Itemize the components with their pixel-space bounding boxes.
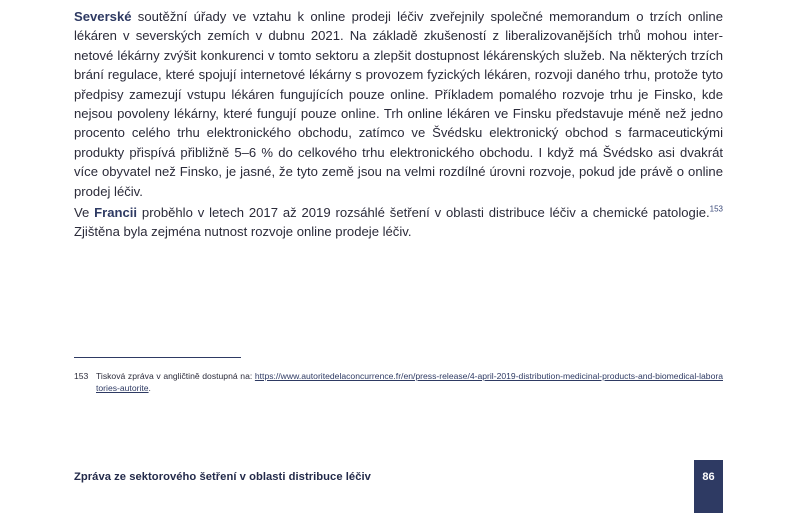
- footnote-suffix: .: [148, 383, 151, 393]
- paragraph-france-prefix: Ve: [74, 205, 95, 220]
- footnote: [74, 370, 723, 394]
- footnote-text: Tisková zpráva v angličtině dostupná na:: [96, 371, 255, 381]
- footnote-link[interactable]: https://www.autoritedelaconcurrence.fr/en/press-release/4-april-2019-distribution-medicinal-products-and-biomedical-laboratories-autorite: [96, 371, 723, 393]
- footnote-divider: [74, 357, 241, 358]
- lead-term-nordic: Severské: [74, 9, 132, 24]
- footnote-body: [96, 370, 723, 394]
- page-number-label: 86: [702, 471, 715, 483]
- paragraph-france-text: proběhlo v letech 2017 až 2019 rozsáhlé šetření v oblasti distribuce léčiv a chemické patologie.: [137, 205, 710, 220]
- paragraph-nordic-text: soutěžní úřady ve vztahu k online prodeji léčiv zveřejnily společné memorandum o trzích online lékáren v severských zemích v dubnu 2021. Na základě zkušeností z liberalizovanějších trhů mohou internetové lékárny zvýšit konkurenci v tomto sektoru a zlepšit dostupnost lékárenských služeb. Na některých trzích brání regulace, které spojují internetové lékárny s provozem fyzických lékáren, rozvoji daného trhu, protože tyto předpisy zamezují vstupu lékáren fungujících pouze online. Příkladem pomalého rozvoje trhu je Finsko, kde nejsou povoleny lékárny, které fungují pouze online. Trh online lékáren ve Finsku představuje méně než jedno procento celého trhu elektronického obchodu, zatímco ve Švédsku elektronický obchod s farmaceutickými produkty přispívá přibližně 5–6 % do celkového trhu elektronického obchodu. I když má Švédsko asi dvakrát více obyvatel než Finsko, je jasné, že tyto země jsou na velmi rozdílné úrovni rozvoje, pokud jde právě o online prodej léčiv.: [74, 9, 723, 199]
- footnote-reference[interactable]: 153: [709, 204, 724, 214]
- paragraph-france: [74, 203, 723, 242]
- page-number: [694, 460, 723, 513]
- paragraph-france-text-after: Zjištěna byla zejména nutnost rozvoje online prodeje léčiv.: [74, 224, 412, 240]
- lead-term-france: Francii: [94, 205, 138, 220]
- paragraph-nordic: [74, 7, 723, 201]
- footer-title: Zpráva ze sektorového šetření v oblasti distribuce léčiv: [74, 471, 371, 483]
- footnote-number: 153: [74, 371, 89, 381]
